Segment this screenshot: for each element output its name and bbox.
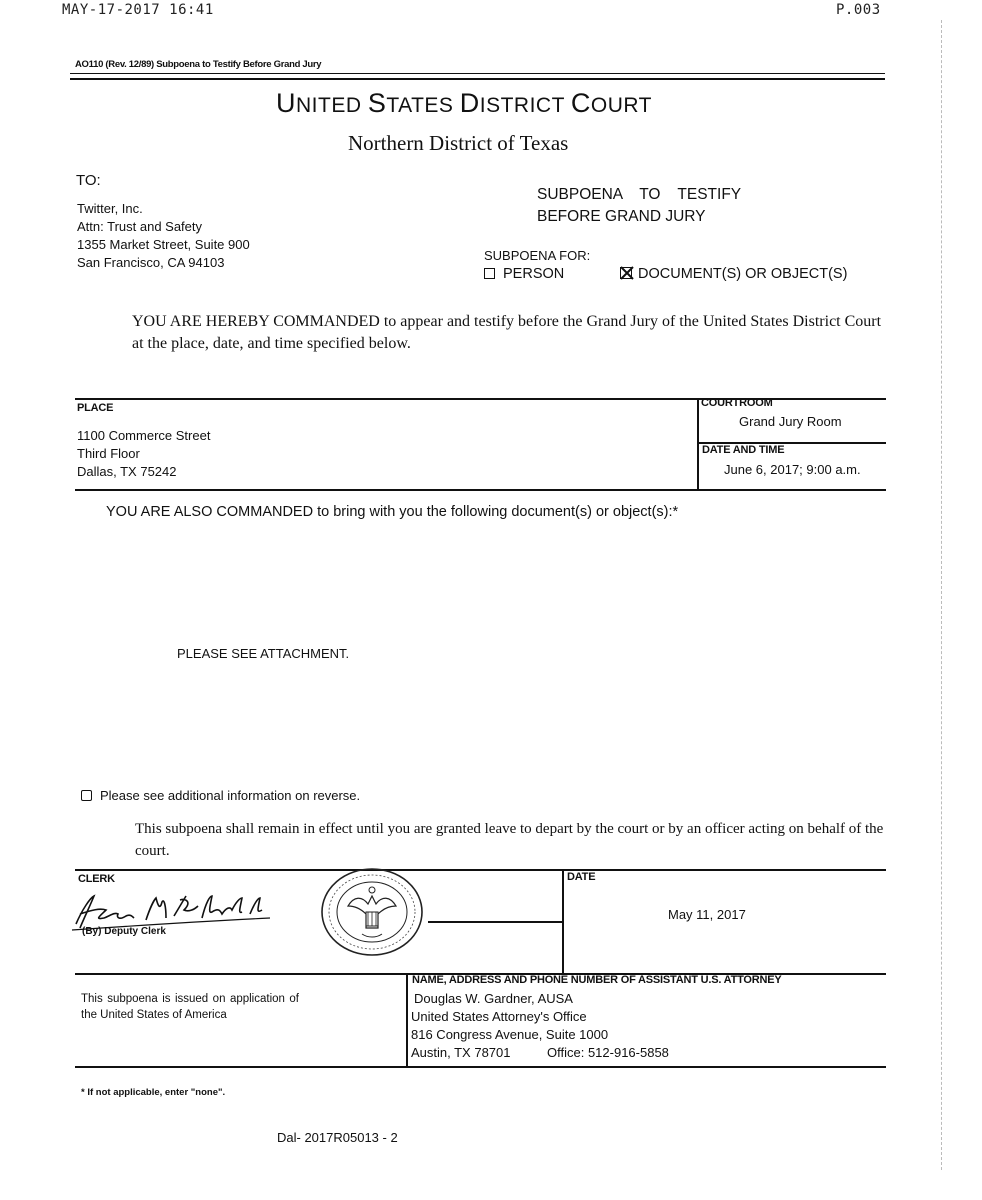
reverse-checkbox[interactable] [81, 790, 92, 801]
attorney-city: Austin, TX 78701 [411, 1045, 511, 1060]
place-line: 1100 Commerce Street [77, 428, 211, 443]
place-line: Third Floor [77, 446, 140, 461]
place-table-divider [697, 398, 699, 490]
documents-label: DOCUMENT(S) OR OBJECT(S) [638, 266, 848, 282]
top-rule-thick [70, 78, 885, 80]
to-line: 1355 Market Street, Suite 900 [77, 237, 250, 252]
person-label: PERSON [503, 266, 565, 282]
form-id: AO110 (Rev. 12/89) Subpoena to Testify Before Grand Jury [75, 59, 322, 70]
attorney-office: United States Attorney's Office [411, 1009, 587, 1024]
date-time-value: June 6, 2017; 9:00 a.m. [724, 462, 861, 477]
documents-checkbox-checked[interactable] [620, 267, 632, 279]
clerk-section-top [75, 869, 886, 871]
subpoena-title-line1: SUBPOENA TO TESTIFY [537, 186, 742, 203]
reverse-note[interactable] [81, 788, 360, 803]
check-x-icon [619, 265, 635, 281]
to-line: San Francisco, CA 94103 [77, 255, 225, 270]
place-table-bottom [75, 489, 886, 491]
date-time-label: DATE AND TIME [702, 444, 785, 456]
person-checkbox[interactable] [484, 268, 495, 279]
attorney-section-bottom [75, 1066, 886, 1068]
document-id: Dal- 2017R05013 - 2 [277, 1130, 398, 1145]
footnote: * If not applicable, enter "none". [81, 1087, 226, 1098]
court-title: UNITED STATES DISTRICT COURT [276, 88, 653, 118]
to-line: Attn: Trust and Safety [77, 219, 203, 234]
deputy-clerk-label: (By) Deputy Clerk [82, 926, 166, 937]
courtroom-value: Grand Jury Room [739, 414, 842, 429]
court-seal [318, 866, 426, 958]
also-commanded-text: YOU ARE ALSO COMMANDED to bring with you the following document(s) or object(s):* [106, 504, 679, 520]
person-option[interactable] [484, 266, 564, 282]
reverse-note-label: Please see additional information on reverse. [100, 788, 361, 803]
place-label: PLACE [77, 402, 114, 414]
command-paragraph: YOU ARE HEREBY COMMANDED to appear and testify before the Grand Jury of the United States District Court at the place, date, and time specified below. [132, 313, 882, 352]
attorney-street: 816 Congress Avenue, Suite 1000 [411, 1027, 609, 1042]
clerk-inner-rule [428, 921, 563, 923]
date-label: DATE [567, 871, 596, 883]
effect-paragraph: This subpoena shall remain in effect until you are granted leave to depart by the court or by an officer acting on behalf of the court. [135, 821, 884, 859]
attorney-phone: Office: 512-916-5858 [547, 1045, 669, 1060]
to-address [77, 200, 250, 272]
attorney-name: Douglas W. Gardner, AUSA [414, 991, 573, 1006]
attachment-note: PLEASE SEE ATTACHMENT. [177, 646, 350, 661]
issued-on-text: This subpoena is issued on application of the United States of America [81, 993, 299, 1021]
clerk-label: CLERK [78, 873, 115, 885]
courtroom-label: COURTROOM [701, 397, 773, 409]
subpoena-title-line2: BEFORE GRAND JURY [537, 208, 706, 225]
to-label: TO: [76, 172, 101, 189]
top-rule-thin [70, 73, 885, 74]
place-line: Dallas, TX 75242 [77, 464, 177, 479]
attorney-label: NAME, ADDRESS AND PHONE NUMBER OF ASSISTANT U.S. ATTORNEY [412, 974, 782, 986]
documents-option[interactable] [620, 266, 847, 282]
fax-page-number: P.003 [836, 2, 881, 18]
place-address [77, 427, 210, 481]
fax-edge-artifact [941, 20, 944, 1170]
fax-datetime: MAY-17-2017 16:41 [62, 2, 214, 18]
subpoena-for-label: SUBPOENA FOR: [484, 248, 591, 263]
court-district: Northern District of Texas [348, 131, 569, 155]
attorney-divider [406, 973, 408, 1067]
to-line: Twitter, Inc. [77, 201, 143, 216]
date-value: May 11, 2017 [668, 907, 746, 922]
